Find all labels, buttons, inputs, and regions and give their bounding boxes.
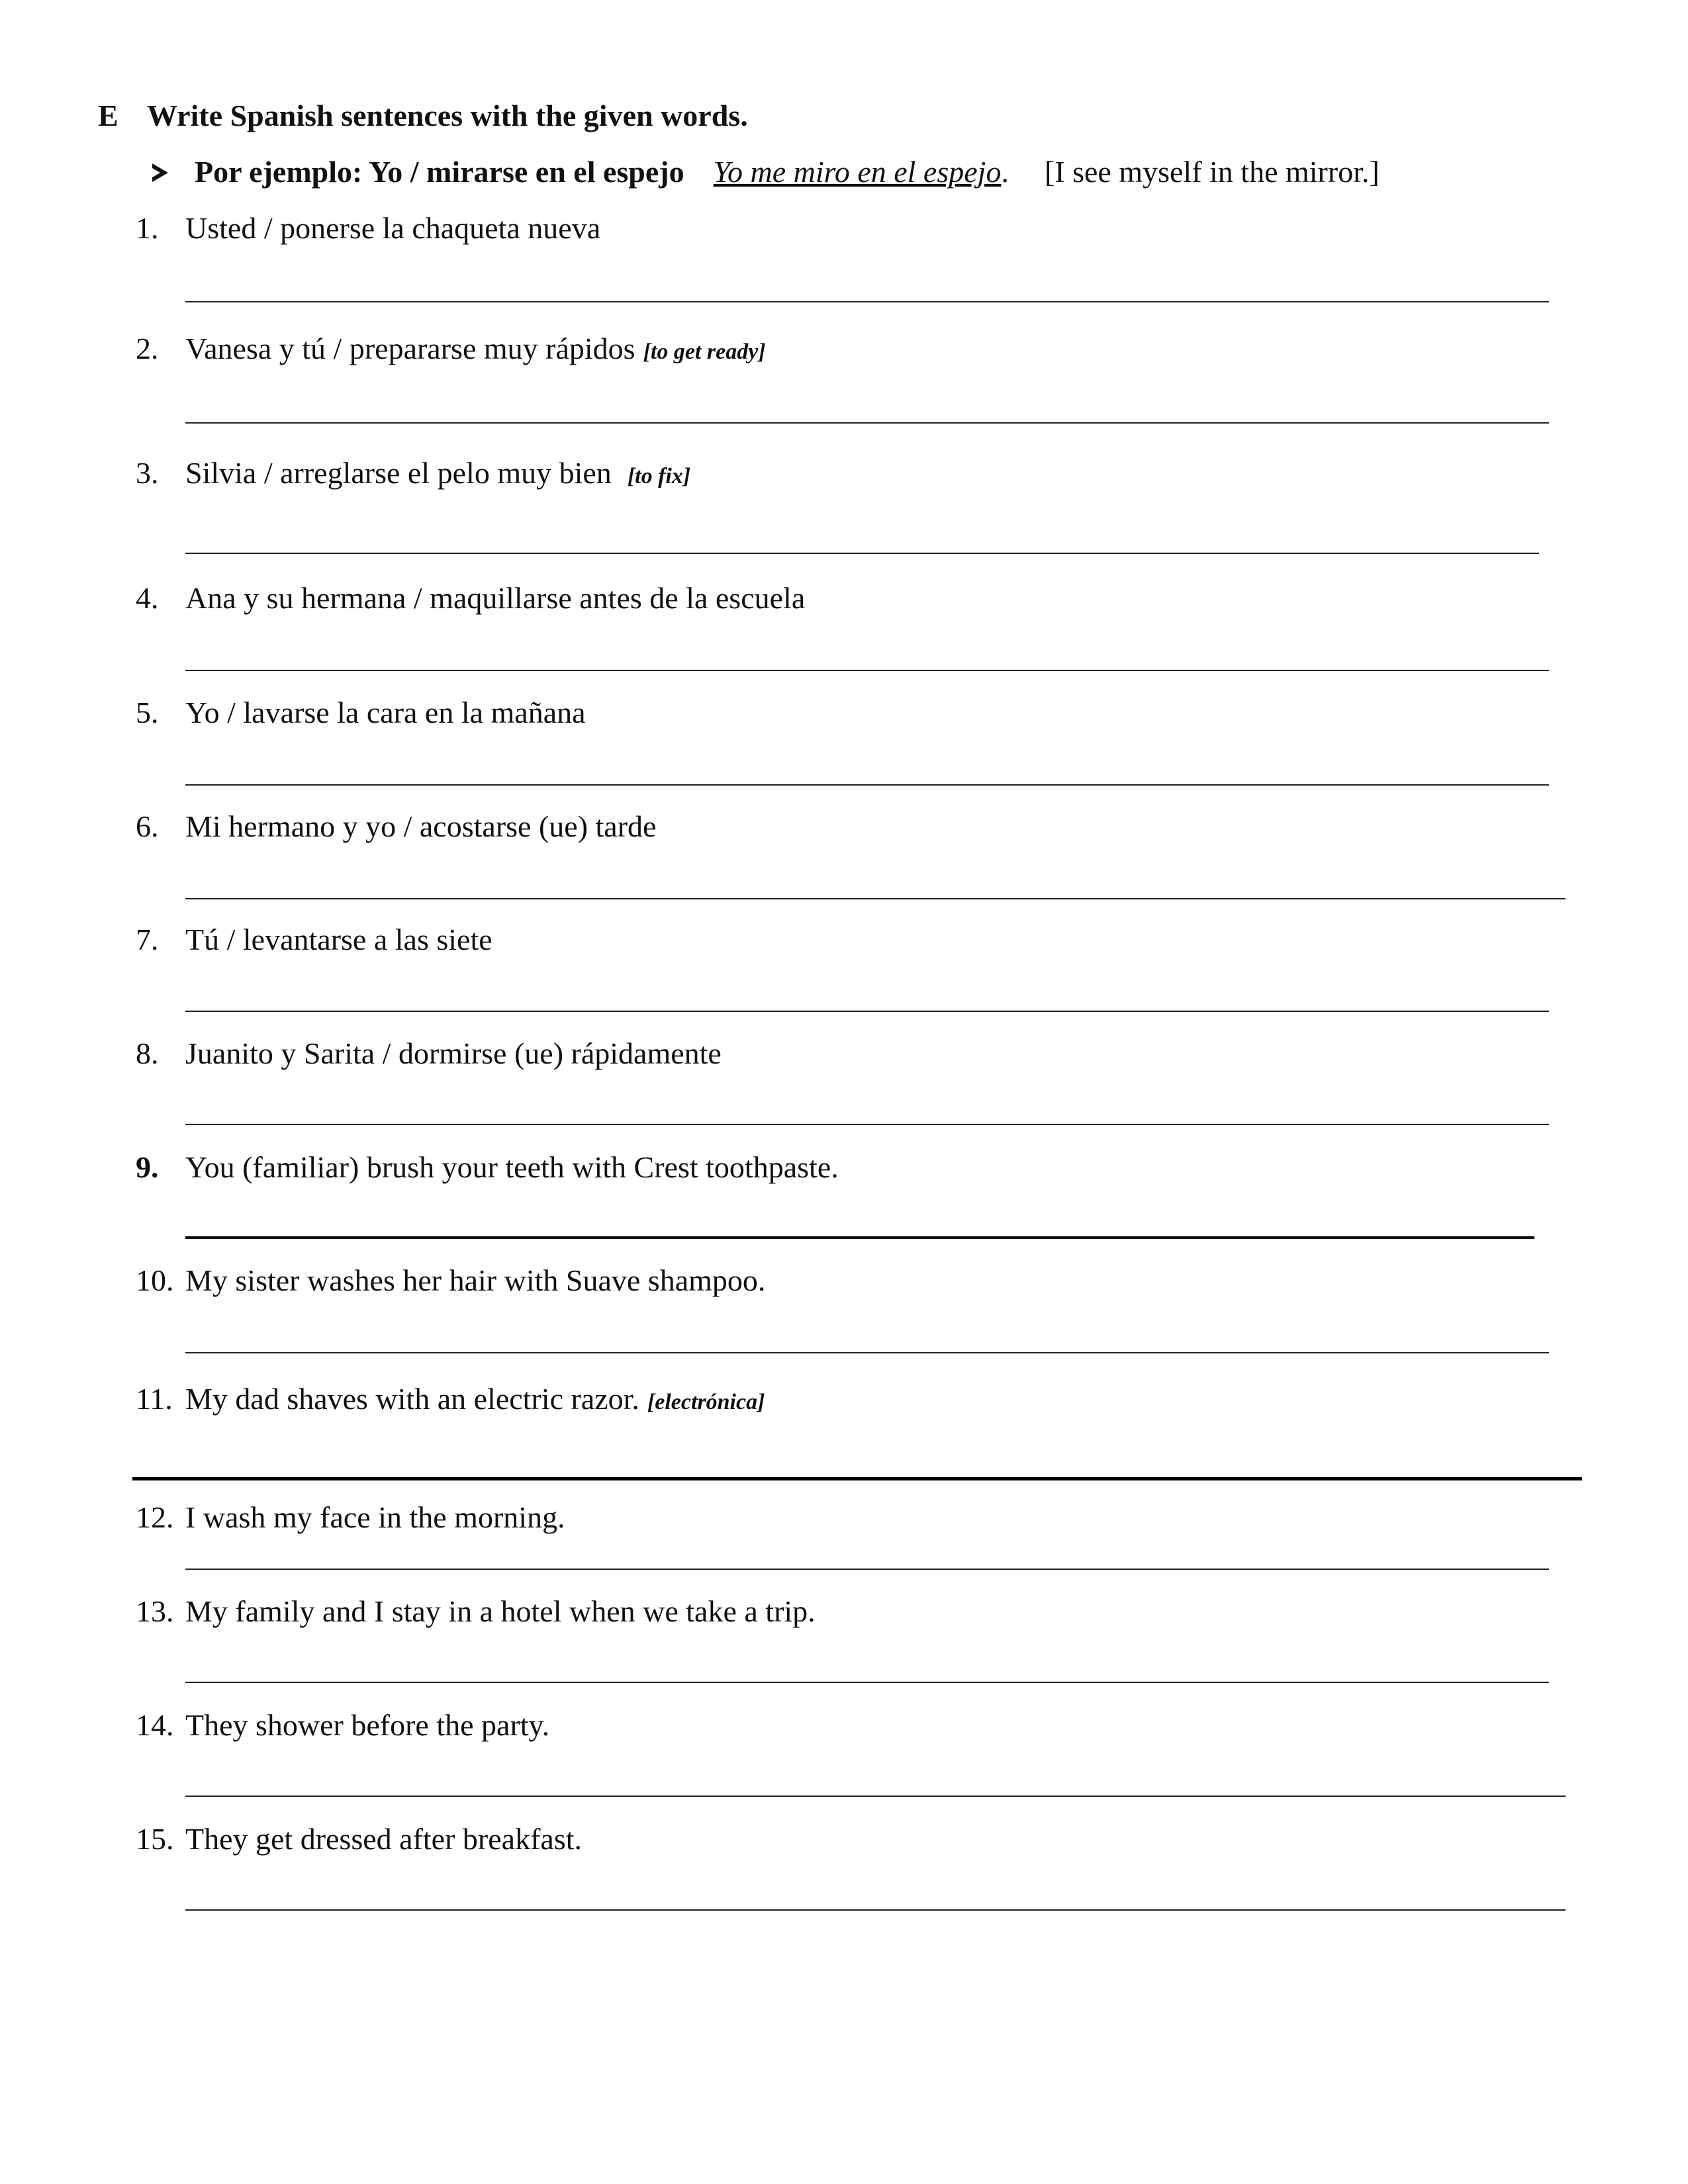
item-prompt: My dad shaves with an electric razor. bbox=[185, 1382, 639, 1416]
item-number: 12. bbox=[136, 1500, 174, 1534]
list-item bbox=[136, 1150, 839, 1185]
answer-line-8[interactable] bbox=[185, 1124, 1549, 1125]
item-prompt: Yo / lavarse la cara en la mañana bbox=[185, 696, 586, 729]
item-number: 13. bbox=[136, 1594, 174, 1628]
arrow-bullet-icon bbox=[152, 163, 168, 182]
item-prompt: Silvia / arreglarse el pelo muy bien bbox=[185, 456, 612, 490]
item-hint: [to fix] bbox=[627, 464, 691, 488]
item-number: 5. bbox=[136, 696, 159, 729]
list-item bbox=[136, 695, 586, 730]
item-prompt: Usted / ponerse la chaqueta nueva bbox=[185, 211, 601, 245]
list-item bbox=[136, 922, 492, 957]
item-hint: [electrónica] bbox=[647, 1390, 765, 1414]
list-item bbox=[136, 331, 766, 366]
list-item bbox=[136, 1036, 722, 1071]
answer-line-5[interactable] bbox=[185, 784, 1549, 786]
answer-line-3[interactable] bbox=[185, 553, 1539, 554]
answer-line-14[interactable] bbox=[185, 1796, 1566, 1797]
item-number: 14. bbox=[136, 1708, 174, 1742]
item-prompt: Ana y su hermana / maquillarse antes de la escuela bbox=[185, 581, 806, 615]
item-prompt: They get dressed after breakfast. bbox=[185, 1822, 582, 1856]
list-item bbox=[136, 580, 805, 615]
list-item bbox=[136, 1381, 765, 1416]
section-title: Write Spanish sentences with the given words. bbox=[147, 99, 748, 132]
example-answer-period: . bbox=[1001, 155, 1009, 189]
example-label: Por ejemplo: Yo / mirarse en el espejo bbox=[195, 155, 684, 189]
list-item bbox=[136, 210, 600, 246]
answer-line-11[interactable] bbox=[132, 1477, 1582, 1480]
answer-line-2[interactable] bbox=[185, 422, 1549, 424]
list-item bbox=[136, 1500, 565, 1535]
answer-line-6[interactable] bbox=[185, 898, 1566, 899]
answer-line-1[interactable] bbox=[185, 301, 1549, 302]
answer-line-12[interactable] bbox=[185, 1569, 1549, 1570]
list-item bbox=[136, 1707, 549, 1743]
item-prompt: I wash my face in the morning. bbox=[185, 1500, 565, 1534]
list-item bbox=[136, 455, 690, 490]
example-translation: [I see myself in the mirror.] bbox=[1044, 155, 1380, 189]
list-item bbox=[136, 1821, 582, 1856]
item-prompt: Juanito y Sarita / dormirse (ue) rápidamente bbox=[185, 1036, 722, 1070]
answer-line-13[interactable] bbox=[185, 1682, 1549, 1683]
list-item bbox=[136, 1263, 765, 1298]
item-hint: [to get ready] bbox=[643, 340, 766, 364]
answer-line-15[interactable] bbox=[185, 1909, 1566, 1911]
item-prompt: Mi hermano y yo / acostarse (ue) tarde bbox=[185, 809, 657, 843]
item-number: 15. bbox=[136, 1822, 174, 1856]
item-prompt: Vanesa y tú / prepararse muy rápidos bbox=[185, 332, 635, 365]
answer-line-7[interactable] bbox=[185, 1011, 1549, 1012]
item-number: 10. bbox=[136, 1263, 174, 1297]
item-number: 6. bbox=[136, 809, 159, 843]
item-prompt: My sister washes her hair with Suave shampoo. bbox=[185, 1263, 766, 1297]
item-prompt: They shower before the party. bbox=[185, 1708, 550, 1742]
item-number: 1. bbox=[136, 211, 159, 245]
list-item bbox=[136, 809, 656, 844]
list-item bbox=[136, 1594, 816, 1629]
item-number: 9. bbox=[136, 1150, 159, 1184]
item-number: 4. bbox=[136, 581, 159, 615]
item-number: 7. bbox=[136, 923, 159, 956]
answer-line-9[interactable] bbox=[185, 1236, 1534, 1239]
example-row bbox=[152, 154, 1380, 189]
example-answer: Yo me miro en el espejo bbox=[713, 155, 1002, 189]
item-prompt: You (familiar) brush your teeth with Crest toothpaste. bbox=[185, 1150, 839, 1184]
answer-line-4[interactable] bbox=[185, 670, 1549, 671]
item-number: 11. bbox=[136, 1382, 173, 1416]
item-prompt: My family and I stay in a hotel when we take a trip. bbox=[185, 1594, 816, 1628]
item-prompt: Tú / levantarse a las siete bbox=[185, 923, 492, 956]
answer-line-10[interactable] bbox=[185, 1352, 1549, 1353]
item-number: 3. bbox=[136, 456, 159, 490]
item-number: 8. bbox=[136, 1036, 159, 1070]
section-letter: E bbox=[98, 99, 118, 132]
item-number: 2. bbox=[136, 332, 159, 365]
